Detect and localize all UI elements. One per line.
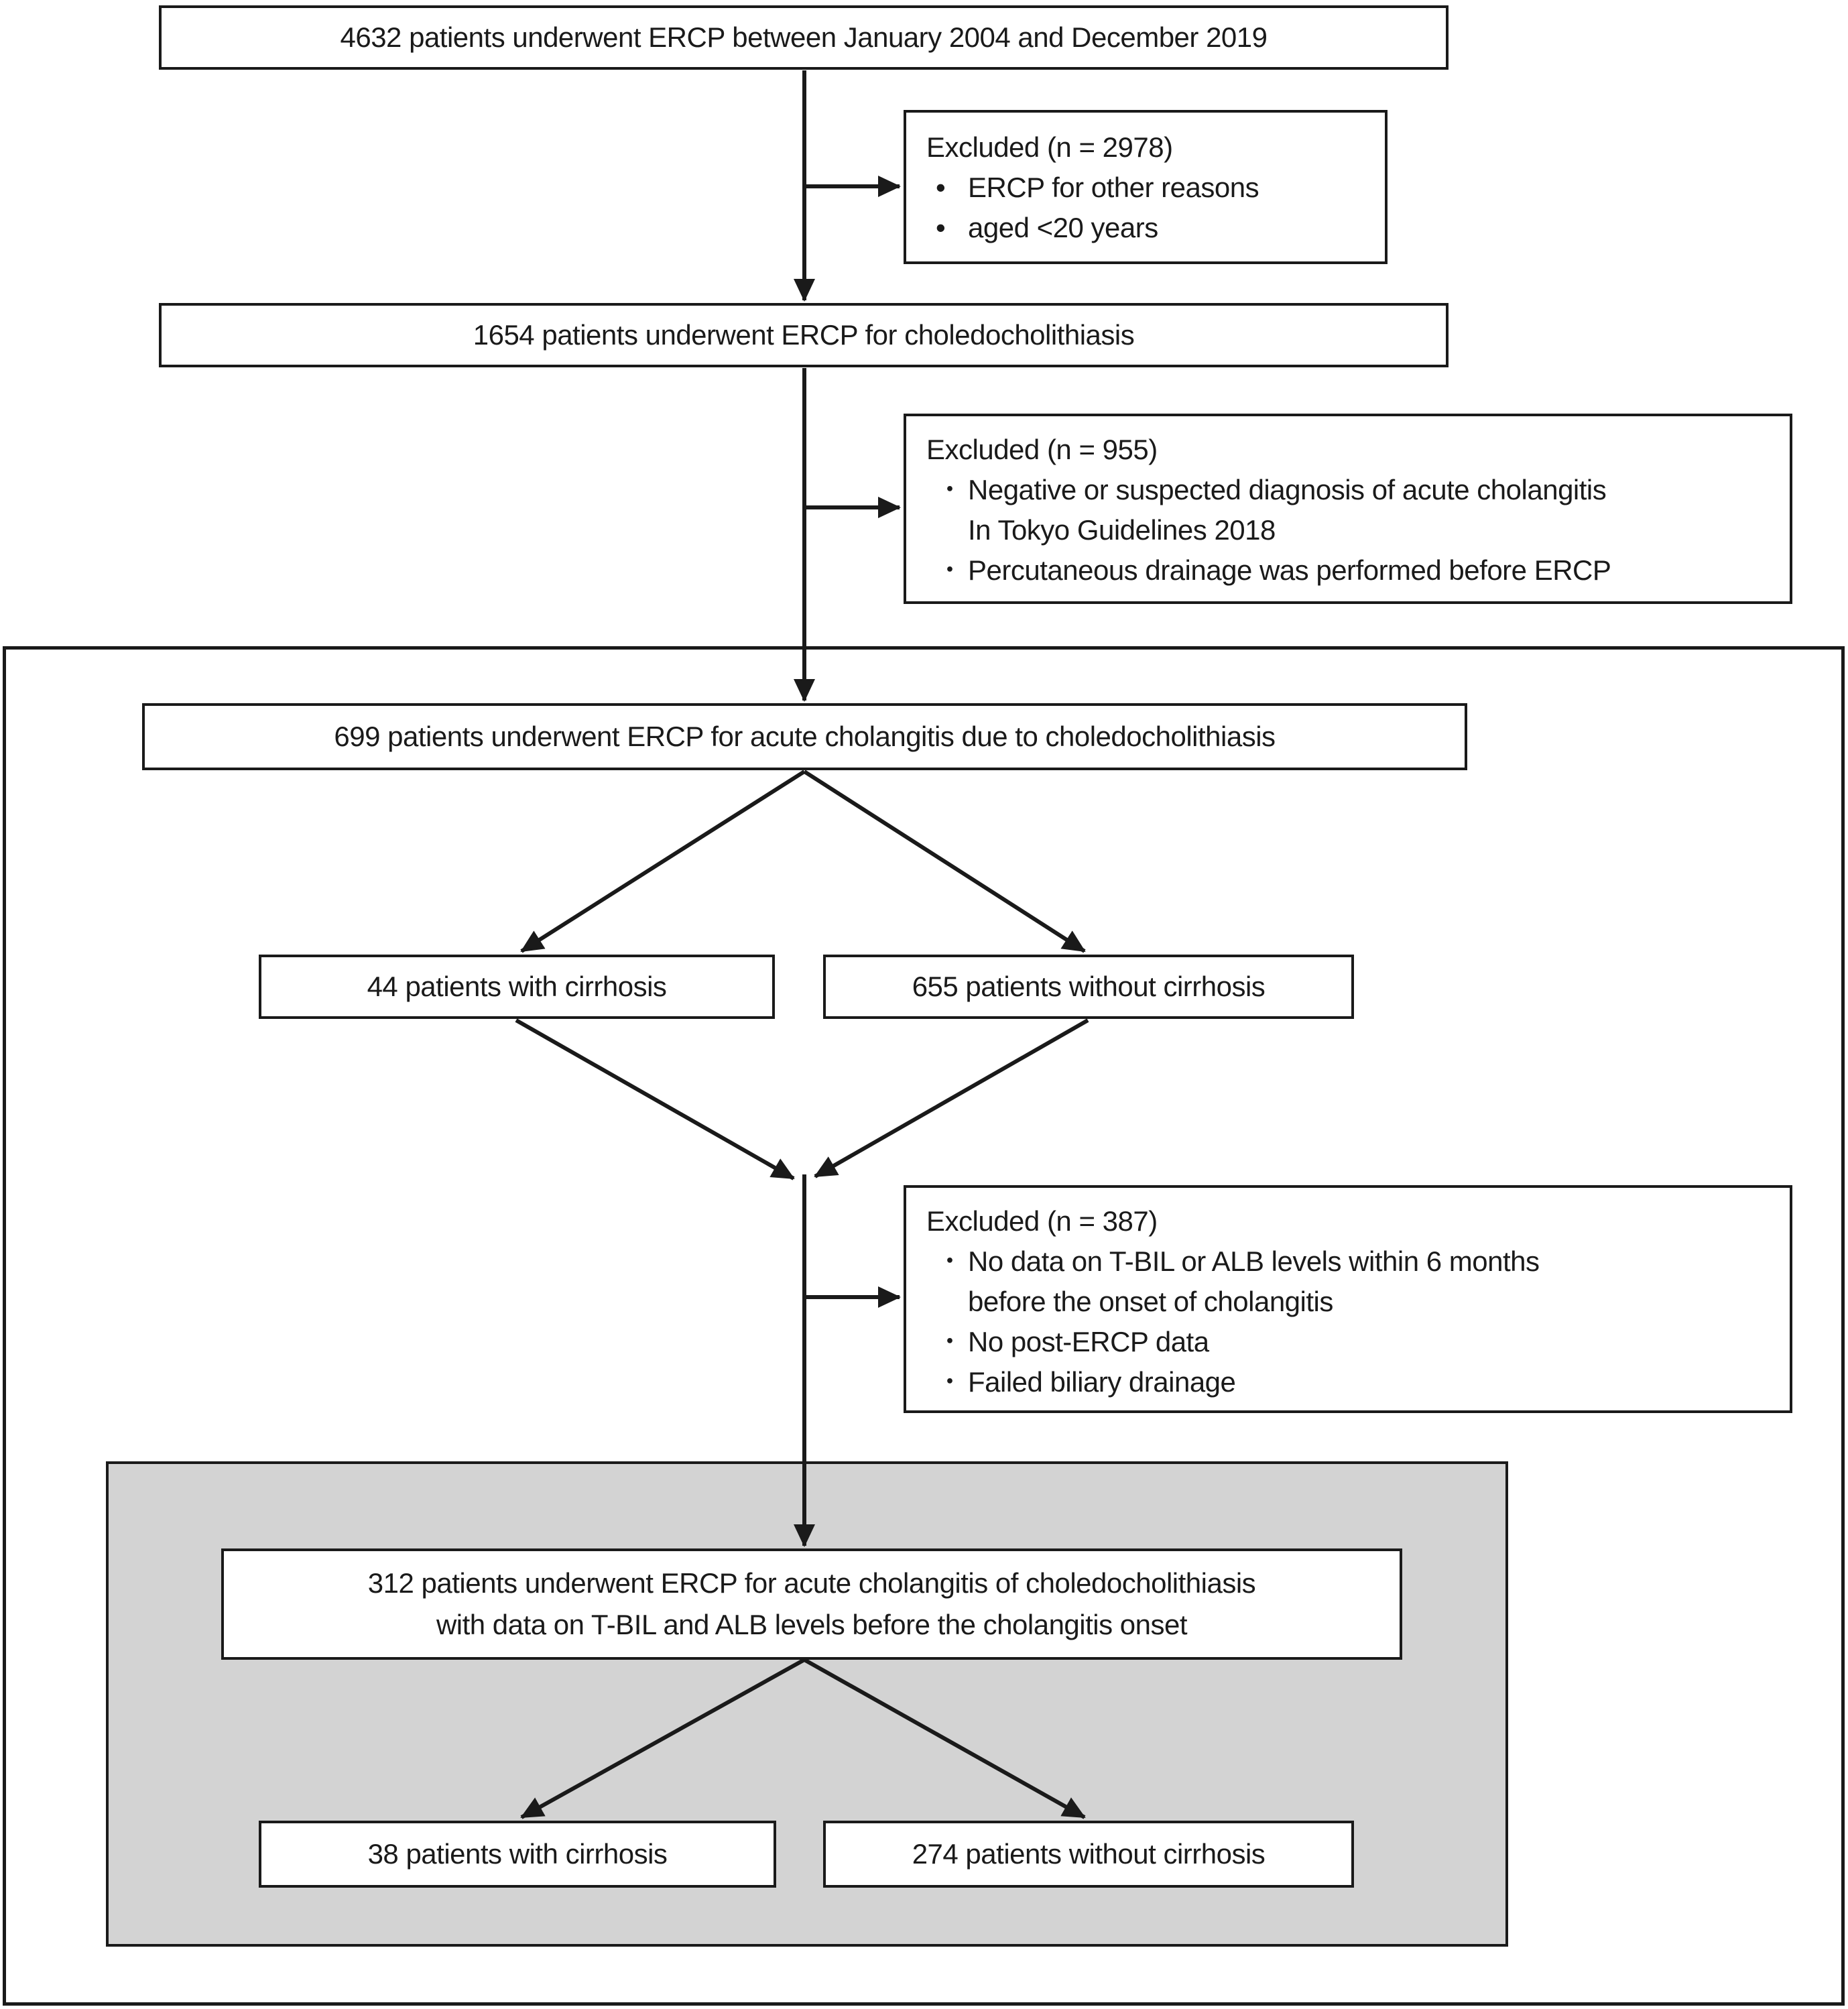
excluded-box-1 bbox=[904, 110, 1388, 264]
bullet-icon: • bbox=[936, 212, 946, 243]
box-cirrhosis-44-label: 44 patients with cirrhosis bbox=[367, 971, 667, 1002]
excluded-3-item bbox=[926, 1322, 1770, 1362]
excluded-2-title: Excluded (n = 955) bbox=[926, 434, 1158, 465]
excluded-1-title: Excluded (n = 2978) bbox=[926, 131, 1173, 163]
box-acute-cholangitis-label: 699 patients underwent ERCP for acute cholangitis due to choledocholithiasis bbox=[334, 721, 1276, 752]
excluded-2-item-text: In Tokyo Guidelines 2018 bbox=[968, 514, 1276, 546]
excluded-box-3 bbox=[904, 1185, 1792, 1413]
box-choledocholithiasis-patients bbox=[159, 303, 1449, 367]
excluded-3-item-text: No data on T-BIL or ALB levels within 6 months bbox=[968, 1245, 1540, 1277]
bullet-icon: ・ bbox=[936, 1366, 964, 1398]
box-final-cohort-line2: with data on T-BIL and ALB levels before the cholangitis onset bbox=[436, 1609, 1188, 1640]
excluded-2-item-continuation bbox=[926, 510, 1770, 550]
box-without-cirrhosis-274 bbox=[823, 1821, 1354, 1888]
box-total-ercp-patients bbox=[159, 5, 1449, 70]
excluded-box-2 bbox=[904, 414, 1792, 604]
excluded-3-title: Excluded (n = 387) bbox=[926, 1205, 1158, 1237]
box-choledocholithiasis-label: 1654 patients underwent ERCP for choledocholithiasis bbox=[473, 319, 1135, 351]
excluded-2-item bbox=[926, 550, 1770, 591]
bullet-icon: ・ bbox=[936, 1245, 964, 1277]
box-cirrhosis-38 bbox=[259, 1821, 776, 1888]
excluded-3-item-text: before the onset of cholangitis bbox=[968, 1286, 1333, 1317]
arrow-final312-to-cirrhosis38 bbox=[521, 1660, 804, 1817]
box-cirrhosis-38-label: 38 patients with cirrhosis bbox=[367, 1838, 668, 1870]
excluded-3-item bbox=[926, 1241, 1770, 1282]
bullet-icon: ・ bbox=[936, 554, 964, 586]
excluded-1-item-text: ERCP for other reasons bbox=[968, 172, 1259, 203]
box-without-cirrhosis-655-label: 655 patients without cirrhosis bbox=[912, 971, 1266, 1002]
excluded-2-item bbox=[926, 470, 1770, 510]
excluded-2-item-text: Negative or suspected diagnosis of acute cholangitis bbox=[968, 474, 1607, 505]
excluded-3-item-continuation bbox=[926, 1282, 1770, 1322]
box-final-cohort-line1: 312 patients underwent ERCP for acute cholangitis of choledocholithiasis bbox=[367, 1567, 1256, 1599]
arrow-final312-to-nocirrhosis274 bbox=[804, 1660, 1085, 1817]
arrow-cholangitis-to-cirrhosis44 bbox=[521, 772, 804, 951]
arrow-cholangitis-to-nocirrhosis655 bbox=[804, 772, 1085, 951]
box-acute-cholangitis-patients bbox=[142, 703, 1467, 770]
box-total-label: 4632 patients underwent ERCP between January 2004 and December 2019 bbox=[340, 21, 1268, 53]
bullet-spacer bbox=[936, 510, 968, 550]
bullet-icon: ・ bbox=[936, 474, 964, 505]
bullet-icon: • bbox=[936, 172, 946, 203]
excluded-3-item-text: Failed biliary drainage bbox=[968, 1366, 1236, 1398]
box-without-cirrhosis-655 bbox=[823, 955, 1354, 1019]
excluded-3-item-text: No post-ERCP data bbox=[968, 1326, 1209, 1357]
bullet-icon: ・ bbox=[936, 1326, 964, 1357]
excluded-3-item bbox=[926, 1362, 1770, 1402]
box-without-cirrhosis-274-label: 274 patients without cirrhosis bbox=[912, 1838, 1266, 1870]
bullet-spacer bbox=[936, 1282, 968, 1322]
box-cirrhosis-44 bbox=[259, 955, 775, 1019]
excluded-1-item bbox=[926, 208, 1365, 248]
excluded-1-item-text: aged <20 years bbox=[968, 212, 1158, 243]
excluded-1-item bbox=[926, 168, 1365, 208]
excluded-2-item-text: Percutaneous drainage was performed before ERCP bbox=[968, 554, 1611, 586]
arrow-cirrhosis44-converge bbox=[516, 1020, 794, 1178]
box-final-cohort-312 bbox=[221, 1548, 1402, 1660]
arrow-nocirrhosis655-converge bbox=[815, 1020, 1088, 1176]
